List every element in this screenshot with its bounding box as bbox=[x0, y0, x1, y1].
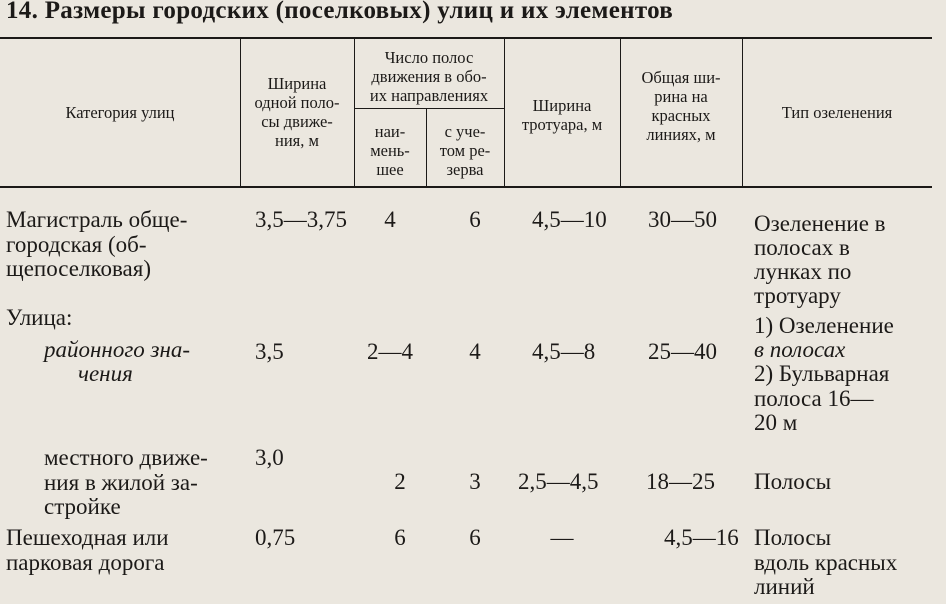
row-district-category-line1: районного зна- bbox=[44, 337, 191, 362]
row-district-lanes-reserve: 4 bbox=[469, 339, 481, 364]
row-pedestrian-greening: Полосы вдоль красных линий bbox=[754, 525, 898, 599]
row-district-greening-line1: 1) Озеленение bbox=[754, 313, 894, 338]
row-district-greening-line2: в полосах bbox=[754, 337, 846, 362]
street-group-label: Улица: bbox=[6, 305, 73, 330]
row-district-greening-line3: 2) Бульварная полоса 16— 20 м bbox=[754, 361, 890, 435]
row-local-lanes-min: 2 bbox=[394, 469, 406, 494]
row-arterial-sidewalk: 4,5—10 bbox=[532, 207, 607, 232]
header-lanes-reserve: с уче- том ре- зерва bbox=[439, 122, 491, 179]
row-arterial-total-width: 30—50 bbox=[648, 207, 717, 232]
header-sidewalk: Ширина тротуара, м bbox=[521, 96, 603, 134]
header-lane-width: Ширина одной поло- сы движе- ния, м bbox=[254, 74, 340, 150]
header-lanes-group: Число полос движения в обо- их направлениях bbox=[369, 48, 489, 105]
row-pedestrian-lane-width: 0,75 bbox=[255, 525, 296, 550]
row-pedestrian-lanes-reserve: 6 bbox=[469, 525, 481, 550]
row-local-total-width: 18—25 bbox=[646, 469, 715, 494]
header-lanes-min: наи- мень- шее bbox=[370, 122, 410, 179]
row-local-lane-width: 3,0 bbox=[255, 445, 284, 470]
row-pedestrian-lanes-min: 6 bbox=[394, 525, 406, 550]
row-local-lanes-reserve: 3 bbox=[469, 469, 481, 494]
row-arterial-lanes-reserve: 6 bbox=[469, 207, 481, 232]
table-title: 14. Размеры городских (поселковых) улиц и их элементов bbox=[6, 0, 674, 24]
row-local-sidewalk: 2,5—4,5 bbox=[518, 469, 599, 494]
row-district-total-width: 25—40 bbox=[648, 339, 717, 364]
top-rule bbox=[0, 37, 932, 39]
row-arterial-lane-width: 3,5—3,75 bbox=[255, 207, 347, 232]
row-local-category: местного движе- ния в жилой за- стройке bbox=[44, 445, 208, 519]
header-category: Категория улиц bbox=[65, 103, 175, 122]
row-local-greening: Полосы bbox=[754, 469, 832, 494]
header-greening: Тип озеленения bbox=[781, 103, 893, 122]
header-total-width: Общая ши- рина на красных линиях, м bbox=[641, 68, 721, 144]
row-arterial-lanes-min: 4 bbox=[384, 207, 396, 232]
row-district-lane-width: 3,5 bbox=[255, 339, 284, 364]
row-arterial-greening: Озеленение в полосах в лунках по тротуару bbox=[754, 211, 886, 308]
lanes-group-divider bbox=[354, 108, 504, 109]
row-pedestrian-total-width: 4,5—16 bbox=[664, 525, 739, 550]
row-district-category-line2: чения bbox=[78, 361, 133, 386]
row-district-sidewalk: 4,5—8 bbox=[532, 339, 596, 364]
row-pedestrian-category: Пешеходная или парковая дорога bbox=[6, 525, 169, 575]
header-bottom-rule bbox=[0, 186, 932, 188]
row-district-lanes-min: 2—4 bbox=[367, 339, 413, 364]
row-pedestrian-sidewalk: — bbox=[550, 525, 574, 550]
row-arterial-category: Магистраль обще- городская (об- щепоселковая) bbox=[6, 207, 188, 281]
